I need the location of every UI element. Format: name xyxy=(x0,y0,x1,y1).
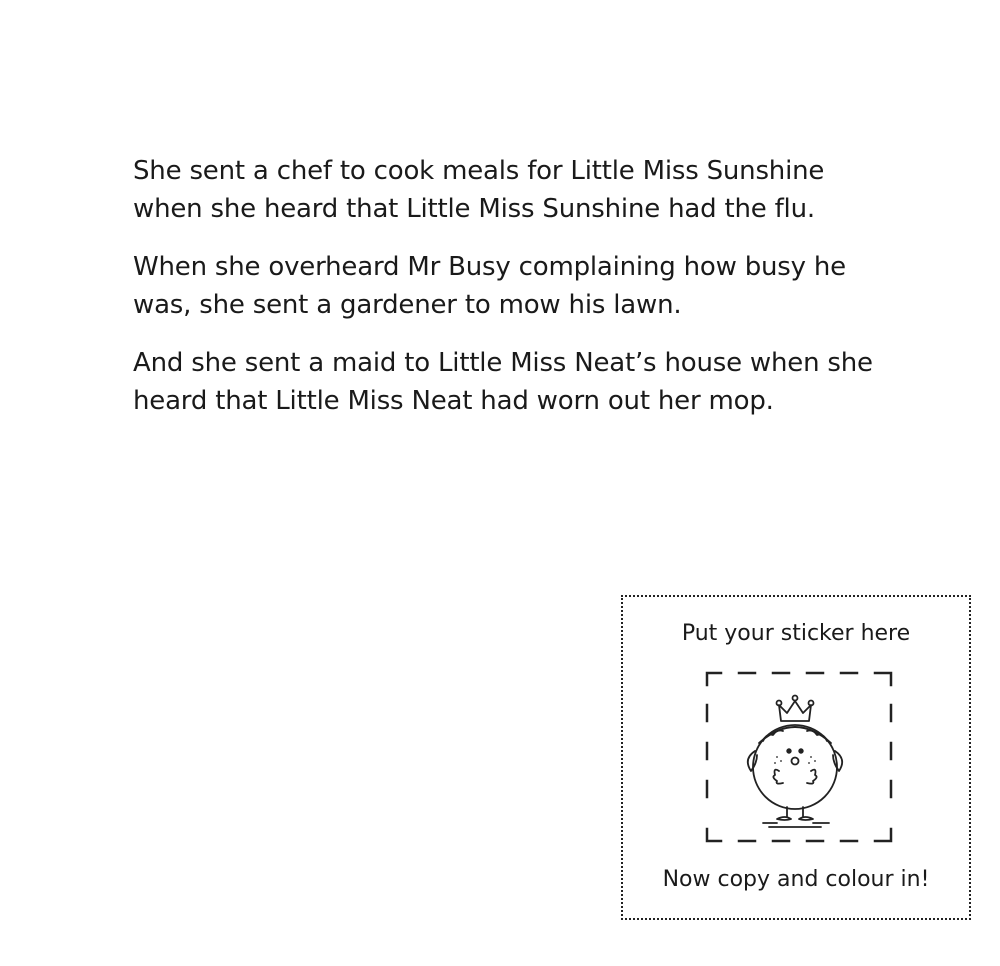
story-paragraph-2: When she overheard Mr Busy complaining how busy he was, she sent a gardener to mow his lawn. xyxy=(133,252,846,320)
little-miss-princess-icon xyxy=(748,696,842,828)
sticker-frame-outline xyxy=(705,671,893,845)
sticker-instruction: Now copy and colour in! xyxy=(662,867,930,892)
sticker-panel xyxy=(621,595,971,920)
story-paragraph-3: And she sent a maid to Little Miss Neat’s house when she heard that Little Miss Neat had worn out her mop. xyxy=(133,348,873,416)
sticker-heading: Put your sticker here xyxy=(681,621,911,646)
story-paragraph-1: She sent a chef to cook meals for Little Miss Sunshine when she heard that Little Miss Sunshine had the flu. xyxy=(133,156,825,224)
sticker-drop-area[interactable] xyxy=(705,671,893,845)
story-text xyxy=(133,152,893,420)
